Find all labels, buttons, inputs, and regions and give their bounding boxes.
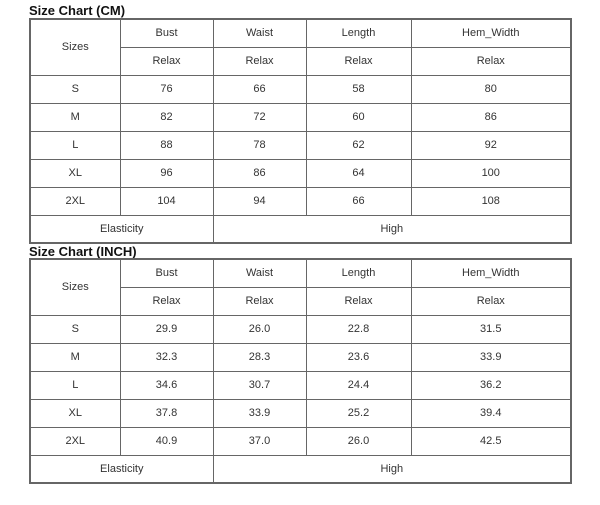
column-header-cell: Hem_Width [411,259,571,287]
measurement-cell: 86 [213,159,306,187]
measurement-cell: 62 [306,131,411,159]
table-row [30,159,571,187]
size-cell: L [30,371,120,399]
measurement-cell: 26.0 [306,427,411,455]
column-header-cell: Waist [213,19,306,47]
table-row [30,399,571,427]
fit-cell: Relax [213,47,306,75]
fit-cell: Relax [306,287,411,315]
measurement-cell: 88 [120,131,213,159]
sizes-header-cell: Sizes [30,259,120,315]
measurement-cell: 80 [411,75,571,103]
elasticity-value-cell: High [213,455,571,483]
measurement-cell: 104 [120,187,213,215]
measurement-cell: 92 [411,131,571,159]
measurement-cell: 86 [411,103,571,131]
measurement-cell: 37.8 [120,399,213,427]
measurement-cell: 23.6 [306,343,411,371]
header-row [30,19,571,47]
measurement-cell: 100 [411,159,571,187]
measurement-cell: 64 [306,159,411,187]
measurement-cell: 96 [120,159,213,187]
measurement-cell: 60 [306,103,411,131]
measurement-cell: 94 [213,187,306,215]
size-cell: XL [30,399,120,427]
table-row [30,343,571,371]
size-cell: L [30,131,120,159]
table-row [30,187,571,215]
measurement-cell: 30.7 [213,371,306,399]
measurement-cell: 32.3 [120,343,213,371]
header-row [30,259,571,287]
size-chart-cm-table [29,18,572,244]
table-row [30,103,571,131]
column-header-cell: Waist [213,259,306,287]
size-cell: XL [30,159,120,187]
measurement-cell: 66 [306,187,411,215]
elasticity-row [30,215,571,243]
measurement-cell: 78 [213,131,306,159]
measurement-cell: 76 [120,75,213,103]
column-header-cell: Bust [120,259,213,287]
measurement-cell: 40.9 [120,427,213,455]
fit-cell: Relax [120,287,213,315]
measurement-cell: 72 [213,103,306,131]
size-chart-inch-table [29,258,572,484]
column-header-cell: Length [306,19,411,47]
measurement-cell: 108 [411,187,571,215]
measurement-cell: 58 [306,75,411,103]
measurement-cell: 24.4 [306,371,411,399]
sizes-header-cell: Sizes [30,19,120,75]
elasticity-value-cell: High [213,215,571,243]
size-cell: S [30,75,120,103]
column-header-cell: Bust [120,19,213,47]
table-row [30,75,571,103]
column-header-cell: Length [306,259,411,287]
elasticity-label-cell: Elasticity [30,215,213,243]
table-row [30,371,571,399]
fit-cell: Relax [120,47,213,75]
fit-cell: Relax [411,287,571,315]
elasticity-row [30,455,571,483]
size-cell: M [30,103,120,131]
measurement-cell: 28.3 [213,343,306,371]
fit-cell: Relax [411,47,571,75]
table-row [30,427,571,455]
table-row [30,131,571,159]
size-cell: S [30,315,120,343]
measurement-cell: 39.4 [411,399,571,427]
measurement-cell: 66 [213,75,306,103]
size-chart-cm-title: Size Chart (CM) [29,3,126,18]
elasticity-label-cell: Elasticity [30,455,213,483]
measurement-cell: 82 [120,103,213,131]
fit-cell: Relax [306,47,411,75]
measurement-cell: 37.0 [213,427,306,455]
table-row [30,315,571,343]
size-cell: 2XL [30,427,120,455]
measurement-cell: 33.9 [411,343,571,371]
size-chart-inch-title: Size Chart (INCH) [29,244,137,259]
measurement-cell: 29.9 [120,315,213,343]
measurement-cell: 34.6 [120,371,213,399]
measurement-cell: 42.5 [411,427,571,455]
size-cell: 2XL [30,187,120,215]
measurement-cell: 33.9 [213,399,306,427]
measurement-cell: 36.2 [411,371,571,399]
measurement-cell: 31.5 [411,315,571,343]
fit-cell: Relax [213,287,306,315]
measurement-cell: 26.0 [213,315,306,343]
size-cell: M [30,343,120,371]
measurement-cell: 22.8 [306,315,411,343]
column-header-cell: Hem_Width [411,19,571,47]
measurement-cell: 25.2 [306,399,411,427]
